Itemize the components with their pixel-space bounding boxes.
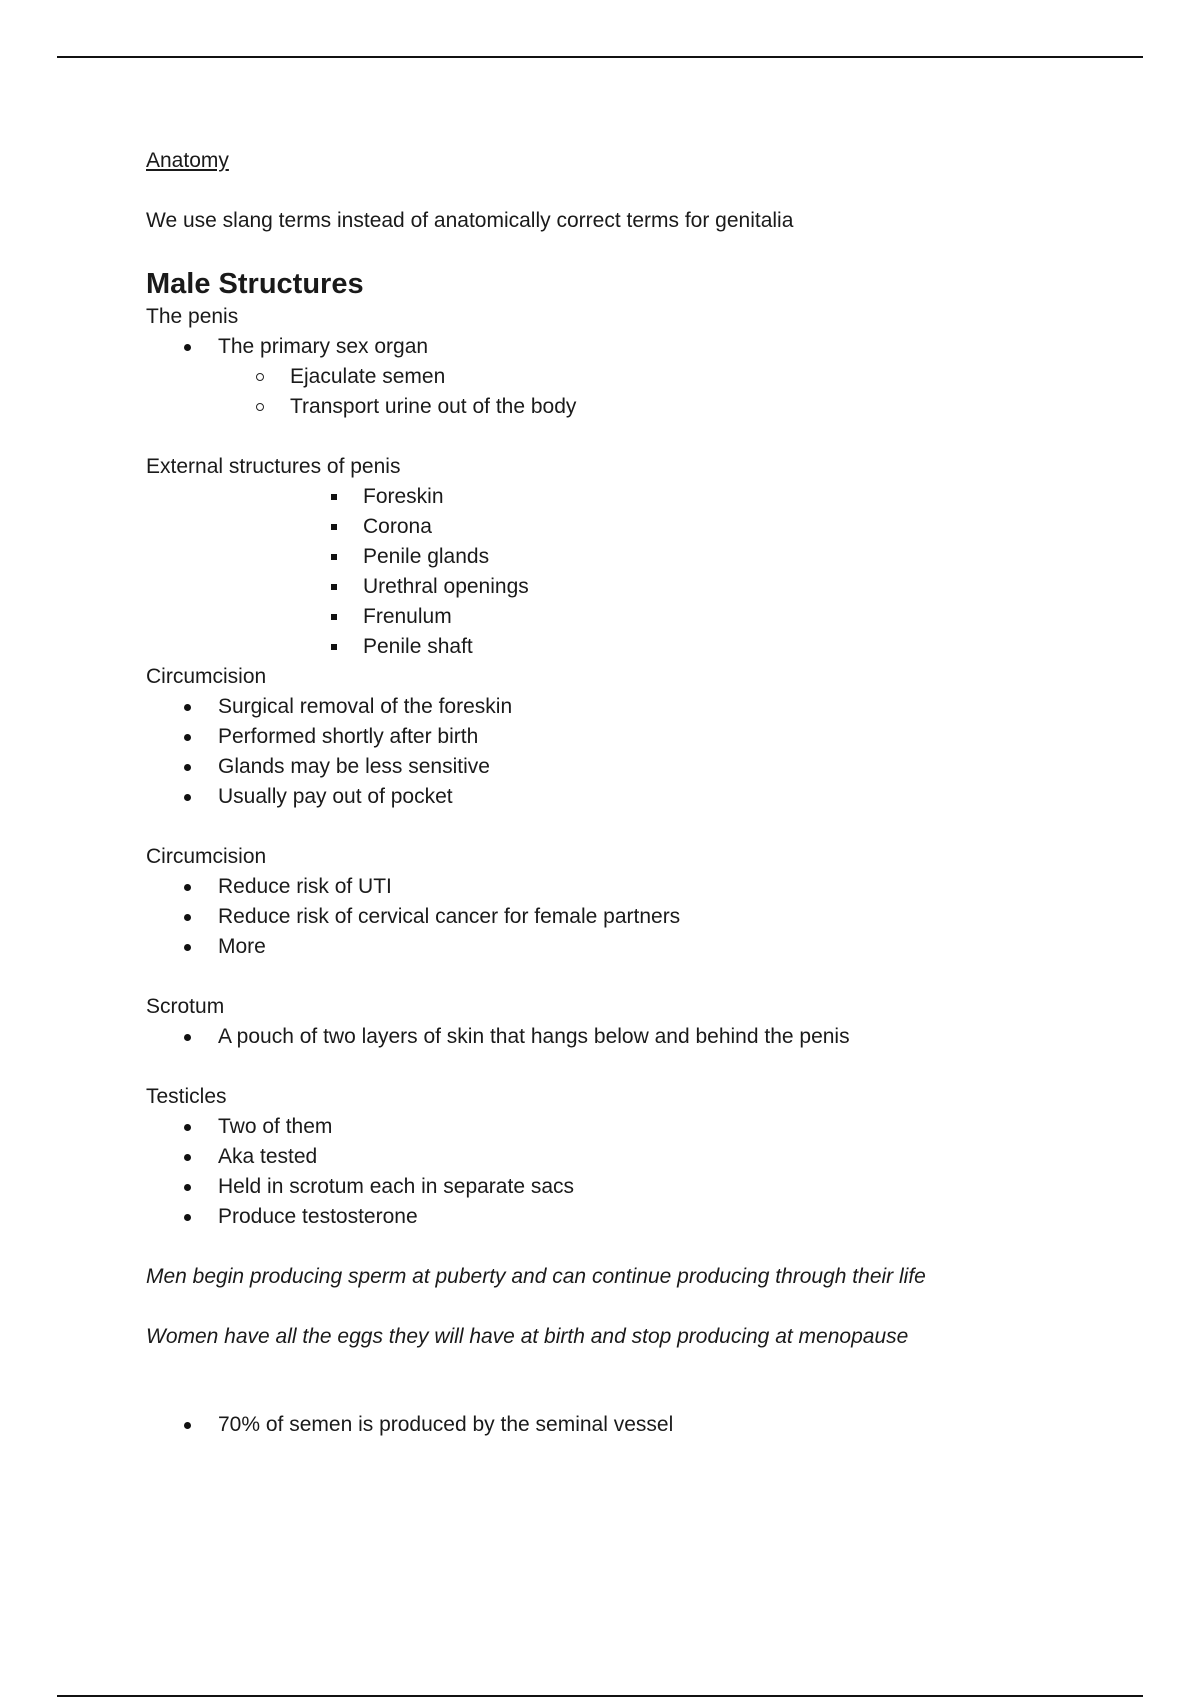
external-heading: External structures of penis — [146, 455, 401, 478]
list-item: A pouch of two layers of skin that hangs below and behind the penis — [146, 1022, 1146, 1052]
external-list — [146, 482, 1146, 662]
list-item: Produce testosterone — [146, 1202, 1146, 1232]
list-item: 70% of semen is produced by the seminal vessel — [146, 1410, 1146, 1440]
list-item: Held in scrotum each in separate sacs — [146, 1172, 1146, 1202]
list-item: Two of them — [146, 1112, 1146, 1142]
list-item: Surgical removal of the foreskin — [146, 692, 1146, 722]
penis-heading: The penis — [146, 305, 239, 328]
list-item: Foreskin — [146, 482, 1146, 512]
semen-list — [146, 1410, 1146, 1440]
scrotum-list — [146, 1022, 1146, 1052]
list-item: Aka tested — [146, 1142, 1146, 1172]
circumcision-benefits-heading: Circumcision — [146, 845, 267, 868]
circumcision-heading: Circumcision — [146, 665, 267, 688]
testicles-list — [146, 1112, 1146, 1232]
document-body — [146, 146, 1146, 1440]
list-item: Reduce risk of cervical cancer for female partners — [146, 902, 1146, 932]
scrotum-heading: Scrotum — [146, 995, 225, 1018]
list-item: Corona — [146, 512, 1146, 542]
intro-text: We use slang terms instead of anatomically correct terms for genitalia — [146, 209, 794, 232]
list-item: Urethral openings — [146, 572, 1146, 602]
testicles-heading: Testicles — [146, 1085, 227, 1108]
note-eggs: Women have all the eggs they will have at birth and stop producing at menopause — [146, 1325, 909, 1348]
circumcision-list — [146, 692, 1146, 812]
sub-list-item: Transport urine out of the body — [146, 392, 1146, 422]
list-item: Glands may be less sensitive — [146, 752, 1146, 782]
section-heading: Male Structures — [146, 268, 364, 300]
sub-list-item: Ejaculate semen — [146, 362, 1146, 392]
list-item: Penile shaft — [146, 632, 1146, 662]
list-item: Frenulum — [146, 602, 1146, 632]
list-item: Usually pay out of pocket — [146, 782, 1146, 812]
list-item: Penile glands — [146, 542, 1146, 572]
header-rule — [57, 56, 1143, 58]
penis-list — [146, 332, 1146, 422]
note-sperm: Men begin producing sperm at puberty and can continue producing through their life — [146, 1265, 926, 1288]
list-item: Performed shortly after birth — [146, 722, 1146, 752]
footer-rule — [57, 1695, 1143, 1697]
list-item: Reduce risk of UTI — [146, 872, 1146, 902]
list-item: More — [146, 932, 1146, 962]
page-title: Anatomy — [146, 149, 229, 172]
list-item: The primary sex organ — [146, 332, 1146, 362]
circumcision-benefits-list — [146, 872, 1146, 962]
